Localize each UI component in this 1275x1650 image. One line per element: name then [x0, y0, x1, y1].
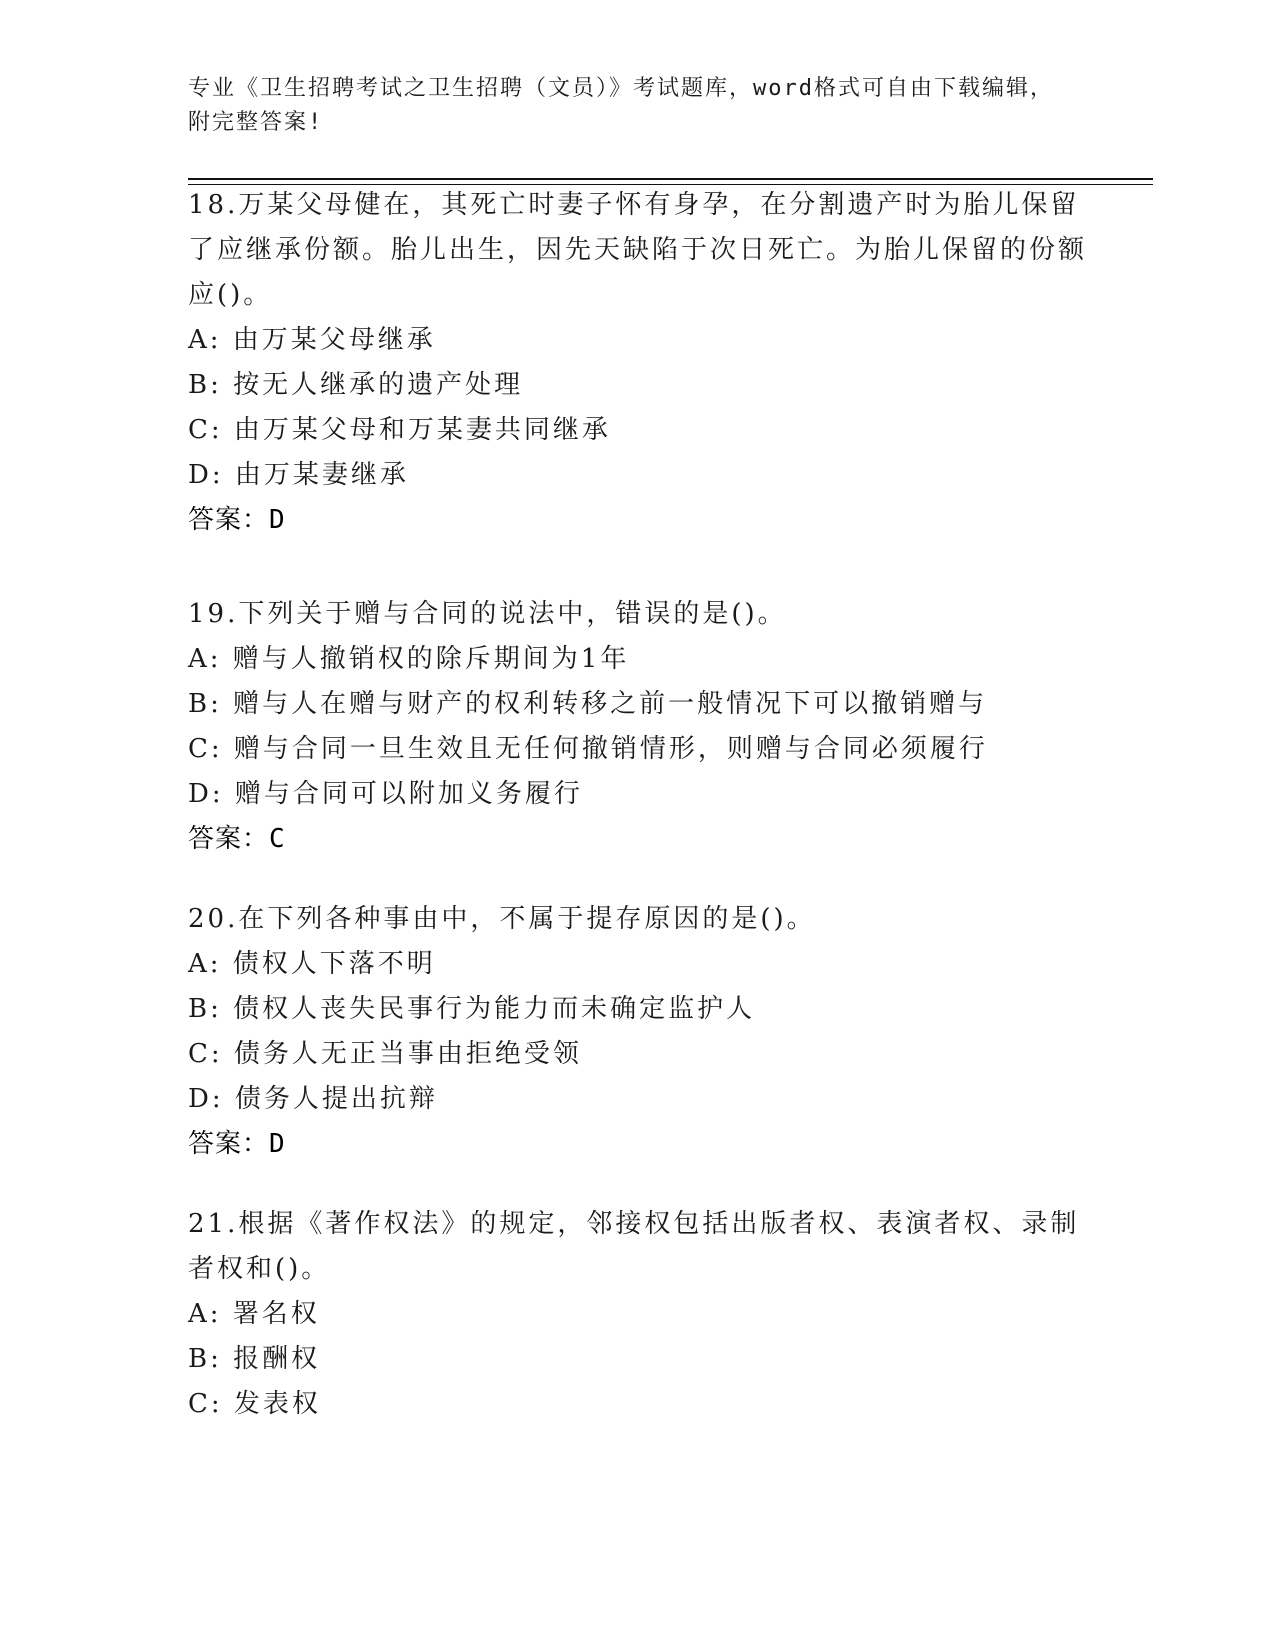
question-stem: 20.在下列各种事由中，不属于提存原因的是()。 — [188, 904, 816, 934]
question-19 — [188, 592, 1088, 862]
question-stem: 19.下列关于赠与合同的说法中，错误的是()。 — [188, 599, 787, 629]
option-d: D: 债务人提出抗辩 — [188, 1084, 438, 1114]
answer-line: 答案：C — [188, 824, 286, 854]
option-a: A: 由万某父母继承 — [188, 325, 436, 355]
document-header: 专业《卫生招聘考试之卫生招聘（文员）》考试题库，word格式可自由下载编辑，附完整答案! — [188, 76, 1054, 135]
option-c: C: 由万某父母和万某妻共同继承 — [188, 415, 611, 445]
question-20 — [188, 897, 1088, 1167]
option-a: A: 署名权 — [188, 1299, 320, 1329]
option-b: B: 按无人继承的遗产处理 — [188, 370, 524, 400]
option-d: D: 由万某妻继承 — [188, 460, 409, 490]
option-b: B: 债权人丧失民事行为能力而未确定监护人 — [188, 994, 756, 1024]
option-a: A: 债权人下落不明 — [188, 949, 436, 979]
option-d: D: 赠与合同可以附加义务履行 — [188, 779, 583, 809]
option-a: A: 赠与人撤销权的除斥期间为1年 — [188, 644, 630, 674]
option-c: C: 赠与合同一旦生效且无任何撤销情形，则赠与合同必须履行 — [188, 734, 988, 764]
option-b: B: 赠与人在赠与财产的权利转移之前一般情况下可以撤销赠与 — [188, 689, 988, 719]
option-b: B: 报酬权 — [188, 1344, 321, 1374]
question-stem: 21.根据《著作权法》的规定，邻接权包括出版者权、表演者权、录制者权和()。 — [188, 1209, 1080, 1284]
answer-line: 答案：D — [188, 505, 286, 535]
option-c: C: 债务人无正当事由拒绝受领 — [188, 1039, 582, 1069]
question-21 — [188, 1202, 1088, 1427]
option-c: C: 发表权 — [188, 1389, 321, 1419]
question-stem: 18.万某父母健在，其死亡时妻子怀有身孕，在分割遗产时为胎儿保留了应继承份额。胎儿出生，因先天缺陷于次日死亡。为胎儿保留的份额应()。 — [188, 190, 1088, 310]
header-divider — [188, 178, 1153, 180]
answer-line: 答案：D — [188, 1129, 286, 1159]
question-18 — [188, 183, 1088, 543]
